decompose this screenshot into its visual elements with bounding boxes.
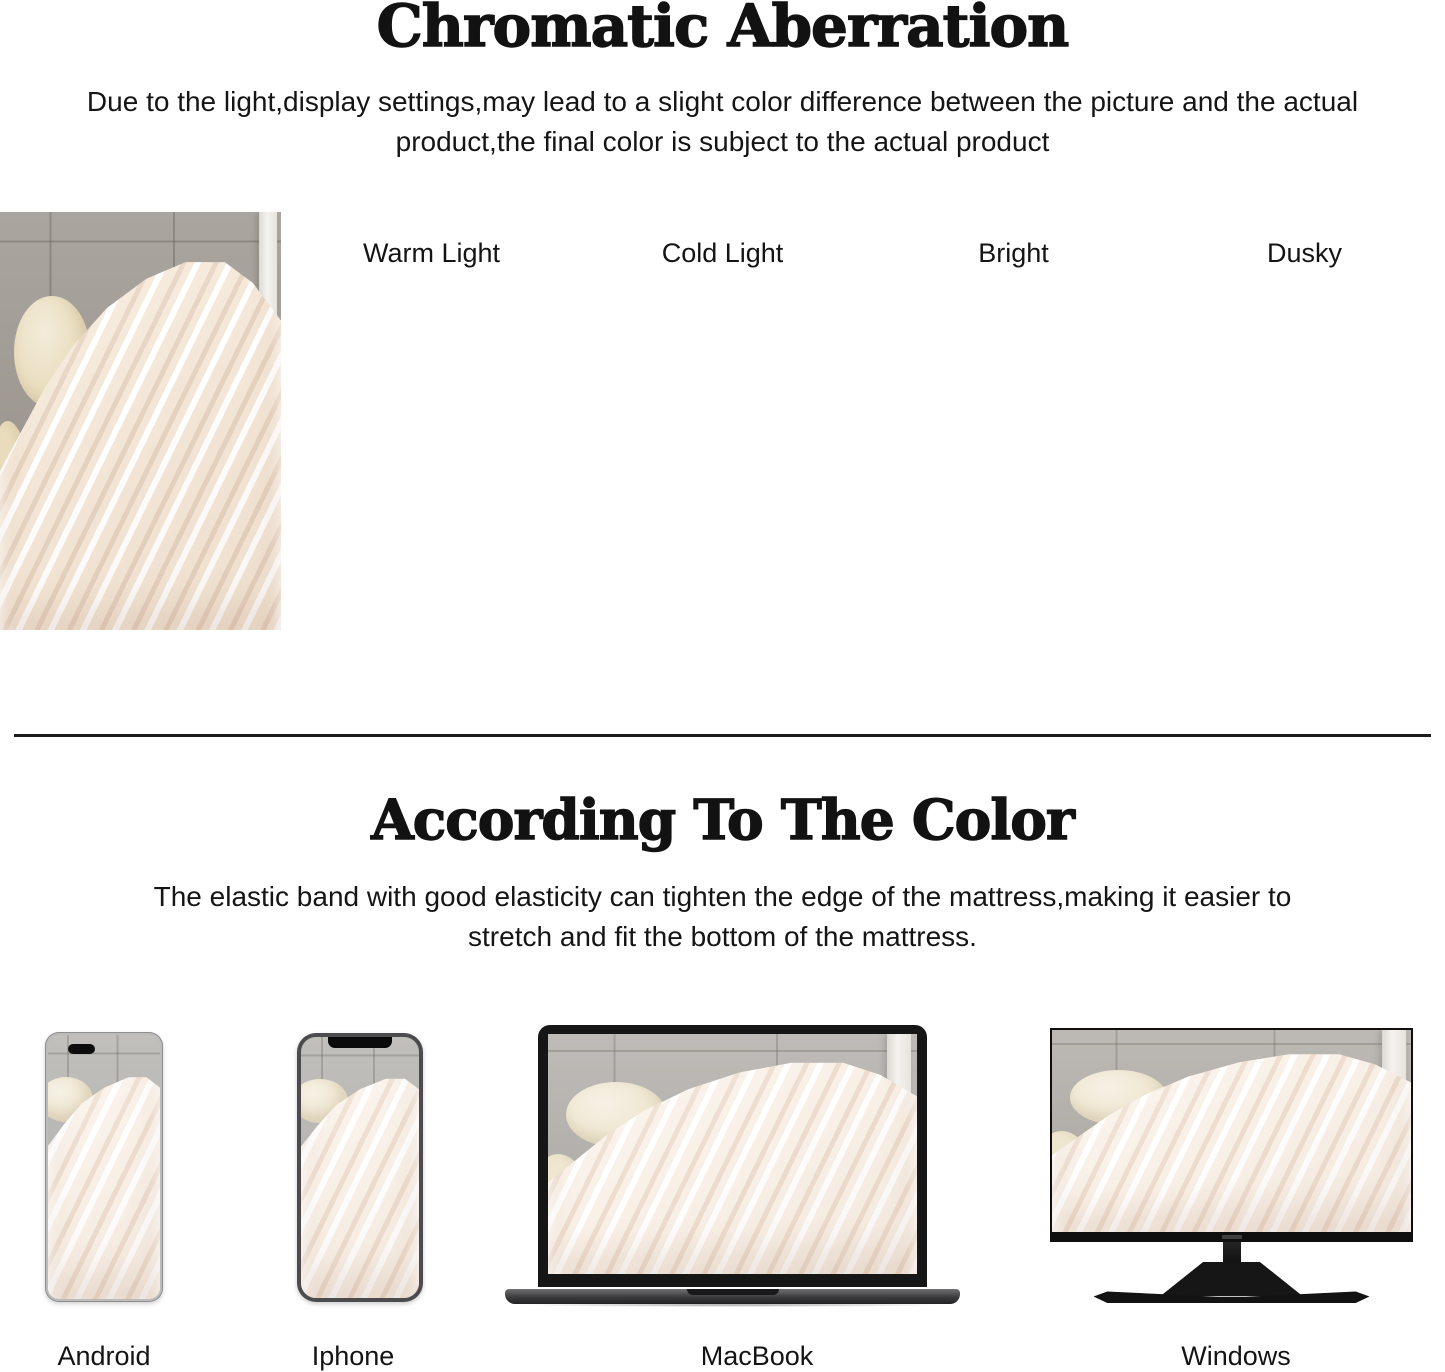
macbook-shadow [513,1303,952,1307]
iphone-screen [301,1037,419,1298]
lighting-photo [1164,212,1445,269]
macbook-screen-scene [548,1034,917,1274]
macbook-keyboard-base [505,1289,960,1304]
lighting-photo-image [0,212,281,630]
lighting-photo [873,212,1154,269]
monitor-stand-base [1161,1262,1303,1296]
aberration-section-description: Due to the light,display settings,may lead to a slight color difference between the picture and the actual product,the final color is subject to the actual product [86,86,1359,157]
monitor-brand-mark [1222,1235,1242,1239]
iphone-screen-scene [301,1037,419,1298]
notch-cutout [328,1037,392,1048]
device-label-android: Android [57,1341,151,1371]
macbook-screen-bezel [538,1025,927,1287]
aberration-section-title: Chromatic Aberration [376,0,1069,60]
device-label-iphone: Iphone [311,1341,395,1371]
android-phone-mockup [45,1032,163,1302]
monitor-bezel [1050,1028,1413,1242]
lighting-photo-label: Dusky [1266,238,1342,268]
lighting-photo-row [0,212,1445,269]
color-section-description: The elastic band with good elasticity can tighten the edge of the mattress,making it easier to stretch and fit the bottom of the mattress. [153,881,1292,952]
monitor-screen [1052,1030,1411,1232]
lighting-photo-label: Warm Light [362,238,501,268]
macbook-thumb-notch [687,1289,779,1295]
device-label-windows: Windows [1181,1341,1291,1371]
color-section-title: According To The Color [371,787,1074,852]
android-phone-screen [48,1035,160,1299]
android-screen-scene [48,1035,160,1299]
lighting-photo [291,212,572,269]
lighting-photo [582,212,863,269]
monitor-screen-scene [1052,1030,1411,1232]
lighting-photo-label: Cold Light [661,238,784,268]
lighting-photo-label: Bright [978,238,1049,268]
macbook-mockup [505,1025,960,1307]
windows-monitor-mockup [1050,1028,1413,1304]
camera-cutout [68,1044,95,1054]
iphone-mockup [297,1033,423,1302]
macbook-screen [548,1034,917,1274]
section-divider [14,734,1431,737]
device-label-macbook: MacBook [700,1341,814,1371]
